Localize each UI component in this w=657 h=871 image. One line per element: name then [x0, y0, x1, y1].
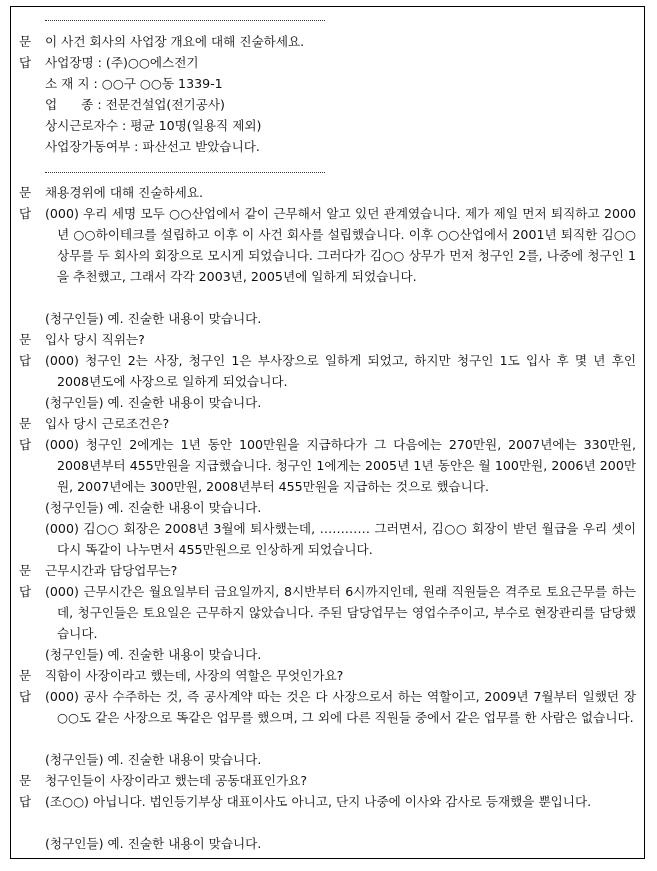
question-text: 근무시간과 담당업무는? — [45, 563, 178, 578]
field-value: (주)○○에스전기 — [105, 55, 199, 70]
document-frame — [10, 6, 645, 859]
answer-text: (조○○) 아닙니다. 법인등기부상 대표이사도 아니고, 단지 나중에 이사와 감사로 등재했을 뿐입니다. — [45, 794, 592, 809]
confirmation-text: (청구인들) 예. 진술한 내용이 맞습니다. — [45, 395, 262, 410]
answer-text: (000) 우리 세명 모두 ○○산업에서 같이 근무해서 알고 있던 관계였습니다. 제가 제일 먼저 퇴직하고 2000년 ○○하이테크를 설립하고 이후 이 사건 회사를 설립했습니다. 이후 ○○산업에서 2001년 퇴직한 김○○ 상무를 두 회사의 회장으로 모시게 되었습니다. 그러다가 김○○ 상무가 먼저 청구인 2를, 나중에 청구인 1을 추천했고, 그래서 각각 2003년, 2005년에 일하게 되었습니다. — [45, 206, 636, 284]
field-value: ○○구 ○○동 1339-1 — [101, 76, 223, 91]
field-label: 상시근로자수 : — [45, 118, 131, 133]
confirmation-text: (청구인들) 예. 진술한 내용이 맞습니다. — [45, 752, 262, 767]
answer-marker: 답 — [19, 353, 32, 368]
question-text: 이 사건 회사의 사업장 개요에 대해 진술하세요. — [45, 34, 305, 49]
confirmation-text: (청구인들) 예. 진술한 내용이 맞습니다. — [45, 647, 262, 662]
answer-text: (000) 김○○ 회장은 2008년 3월에 퇴사했는데, ………… 그러면서, 김○○ 회장이 받던 월급을 우리 셋이 다시 똑같이 나누면서 455만원으로 인상하게 되었습니다. — [45, 521, 636, 557]
question-marker: 문 — [19, 185, 32, 200]
field-label: 업 종 : — [45, 97, 106, 112]
question-marker: 문 — [19, 34, 32, 49]
question-marker: 문 — [19, 773, 32, 788]
field-row — [45, 115, 261, 136]
separator-middle — [45, 172, 325, 173]
question-text: 입사 당시 근로조건은? — [45, 416, 170, 431]
confirmation-text: (청구인들) 예. 진술한 내용이 맞습니다. — [45, 836, 262, 851]
question-text: 채용경위에 대해 진술하세요. — [45, 185, 203, 200]
answer-text: (000) 청구인 2는 사장, 청구인 1은 부사장으로 일하게 되었고, 하지만 청구인 1도 입사 후 몇 년 후인 2008년도에 사장으로 일하게 되었습니다. — [45, 353, 636, 389]
field-label: 사업장명 : — [45, 55, 106, 70]
answer-marker: 답 — [19, 584, 32, 599]
answer-marker: 답 — [19, 794, 32, 809]
answer-marker: 답 — [19, 206, 32, 221]
answer-marker: 답 — [19, 689, 32, 704]
question-marker: 문 — [19, 332, 32, 347]
question-marker: 문 — [19, 416, 32, 431]
field-row — [45, 73, 223, 94]
separator-top — [45, 20, 325, 21]
field-row — [45, 136, 260, 157]
confirmation-text: (청구인들) 예. 진술한 내용이 맞습니다. — [45, 500, 262, 515]
answer-text: (000) 청구인 2에게는 1년 동안 100만원을 지급하다가 그 다음에는 270만원, 2007년에는 330만원, 2008년부터 455만원을 지급했습니다. 청구인 1에게는 2005년 1년 동안은 월 100만원, 2006년 200만원, 2007년에는 300만원, 2008년부터 455만원을 지급하는 것으로 했습니다. — [45, 437, 636, 494]
question-text: 청구인들이 사장이라고 했는데 공동대표인가요? — [45, 773, 308, 788]
question-marker: 문 — [19, 563, 32, 578]
answer-text: (000) 공사 수주하는 것, 즉 공사계약 따는 것은 다 사장으로서 하는 역할이고, 2009년 7월부터 일했던 장○○도 같은 사장으로 똑같은 업무를 했으며, 그 외에 다른 직원들 중에서 같은 업무를 한 사람은 없습니다. — [45, 689, 636, 725]
field-row — [45, 52, 199, 73]
field-value: 평균 10명(일용직 제외) — [130, 118, 262, 133]
answer-marker: 답 — [19, 55, 32, 70]
question-text: 직함이 사장이라고 했는데, 사장의 역할은 무엇인가요? — [45, 668, 344, 683]
field-row — [45, 94, 225, 115]
field-value: 파산선고 받았습니다. — [142, 139, 260, 154]
confirmation-text: (청구인들) 예. 진술한 내용이 맞습니다. — [45, 311, 262, 326]
field-value: 전문건설업(전기공사) — [105, 97, 225, 112]
question-text: 입사 당시 직위는? — [45, 332, 145, 347]
field-label: 소 재 지 : — [45, 76, 102, 91]
question-marker: 문 — [19, 668, 32, 683]
answer-marker: 답 — [19, 437, 32, 452]
field-label: 사업장가동여부 : — [45, 139, 143, 154]
answer-text: (000) 근무시간은 월요일부터 금요일까지, 8시반부터 6시까지인데, 원래 직원들은 격주로 토요근무를 하는데, 청구인들은 토요일은 근무하지 않았습니다. 주된 담당업무는 영업수주이고, 부수로 현장관리를 담당했습니다. — [45, 584, 636, 641]
